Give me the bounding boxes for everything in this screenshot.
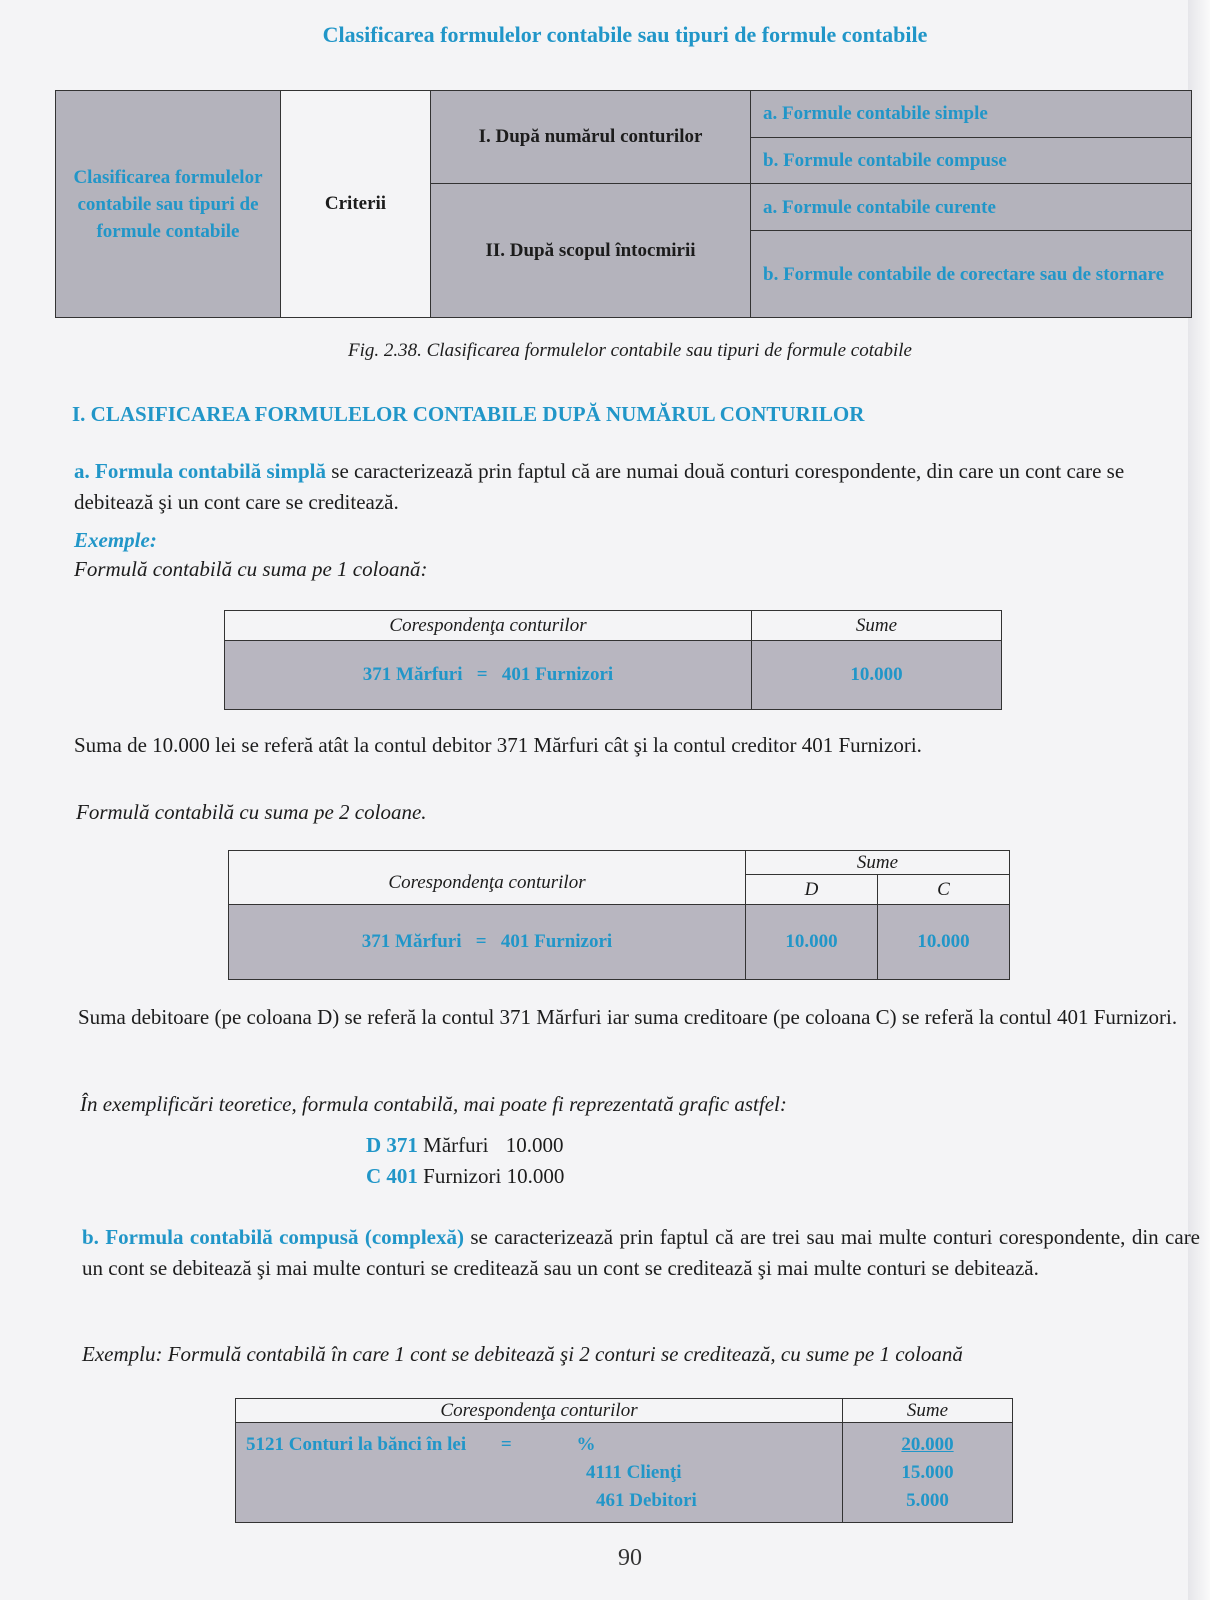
graph-amount: 10.000 [506,1164,565,1188]
header-sume: Sume [843,1399,1013,1423]
amount-debit: 10.000 [746,905,878,980]
header-sume: Sume [746,851,1010,875]
header-sume: Sume [752,611,1002,641]
section-heading: I. CLASIFICAREA FORMULELOR CONTABILE DUPĂ NUMĂRUL CONTURILOR [72,402,865,426]
graph-account-name: Furnizori [423,1164,502,1188]
equals-sign: = [476,664,488,685]
page-title: Clasificarea formulelor contabile sau tipuri de formule contabile [322,22,928,47]
amount-credit: 10.000 [878,905,1010,980]
examples-label: Exemple: [74,528,157,552]
credit-account-1: 4111 Clienţi [586,1461,682,1483]
credit-account: 401 Furnizori [501,664,614,685]
total-amount: 20.000 [901,1433,954,1455]
credit-account: 401 Furnizori [500,931,613,952]
simple-term: a. Formula contabilă simplă [74,459,327,483]
amount-2: 5.000 [906,1489,949,1511]
table-row [229,905,746,980]
debit-account: 5121 Conturi la bănci în lei [246,1433,467,1455]
debit-account: 371 Mărfuri [362,664,463,685]
note-1: Suma de 10.000 lei se referă atât la contul debitor 371 Mărfuri cât şi la contul creditor 401 Furnizori. [74,733,922,757]
two-col-label: Formulă contabilă cu suma pe 2 coloane. [76,800,427,824]
header-col-d: D [746,875,878,905]
table-row [236,1423,843,1523]
credit-account-2: 461 Debitori [596,1489,697,1511]
graph-line-debit [366,1130,564,1161]
graph-account: 401 [386,1164,418,1188]
one-col-label: Formulă contabilă cu suma pe 1 coloană: [74,557,428,581]
compound-example-label: Exemplu: Formulă contabilă în care 1 cont se debitează şi 2 conturi se creditează, cu sume pe 1 coloană [82,1342,963,1366]
group-2-name: II. După scopul întocmirii [431,184,751,318]
debit-line [246,1431,832,1459]
table-row [225,641,752,710]
group-1-item-b: b. Formule contabile compuse [751,137,1192,184]
simple-definition-text: se caracterizează prin faptul că are numai două conturi corespondente, din care un cont care se debitează şi un cont care se creditează. [74,459,1125,514]
group-2-item-a: a. Formule contabile curente [751,184,1192,231]
criteria-label: Criterii [281,91,431,318]
amount-1: 15.000 [901,1461,954,1483]
percent-sign: % [576,1433,596,1455]
group-2-item-b: b. Formule contabile de corectare sau de stornare [751,231,1192,318]
figure-caption: Fig. 2.38. Clasificarea formulelor contabile sau tipuri de formule cotabile [348,340,912,361]
graph-intro: În exemplificări teoretice, formula contabilă, mai poate fi reprezentată grafic astfel: [80,1092,787,1116]
graph-line-credit [366,1161,564,1192]
header-corr: Corespondenţa conturilor [236,1399,843,1423]
header-corr: Corespondenţa conturilor [229,851,746,905]
classification-table [55,90,1192,318]
graph-representation [366,1130,564,1192]
simple-two-column-table [228,850,1010,980]
simple-definition [74,456,1192,518]
equals-sign: = [500,1433,512,1455]
note-2: Suma debitoare (pe coloana D) se referă la contul 371 Mărfuri iar suma creditoare (pe coloana C) se referă la contul 401 Furnizori. [78,1005,1178,1029]
graph-side: C [366,1164,382,1188]
compound-term: b. Formula contabilă compusă (complexă) [82,1225,464,1249]
header-col-c: C [878,875,1010,905]
debit-account: 371 Mărfuri [361,931,462,952]
graph-amount: 10.000 [505,1133,564,1157]
header-corr: Corespondenţa conturilor [225,611,752,641]
graph-account-name: Mărfuri [423,1133,489,1157]
graph-side: D [366,1133,382,1157]
page-number: 90 [618,1545,642,1571]
compound-definition [82,1222,1200,1284]
compound-table [235,1398,1013,1523]
amount: 10.000 [752,641,1002,710]
amounts-cell [843,1423,1013,1523]
graph-account: 371 [386,1133,418,1157]
group-1-item-a: a. Formule contabile simple [751,91,1192,138]
compound-definition-text: se caracterizează prin faptul că are trei sau mai multe conturi corespondente, din care un cont se debitează şi mai multe conturi se creditează sau un cont se creditează şi mai multe conturi se debitează. [82,1225,1201,1280]
classification-label: Clasificarea formulelor contabile sau tipuri de formule contabile [56,91,281,318]
group-1-name: I. După numărul conturilor [431,91,751,184]
simple-one-column-table [224,610,1002,710]
equals-sign: = [475,931,487,952]
